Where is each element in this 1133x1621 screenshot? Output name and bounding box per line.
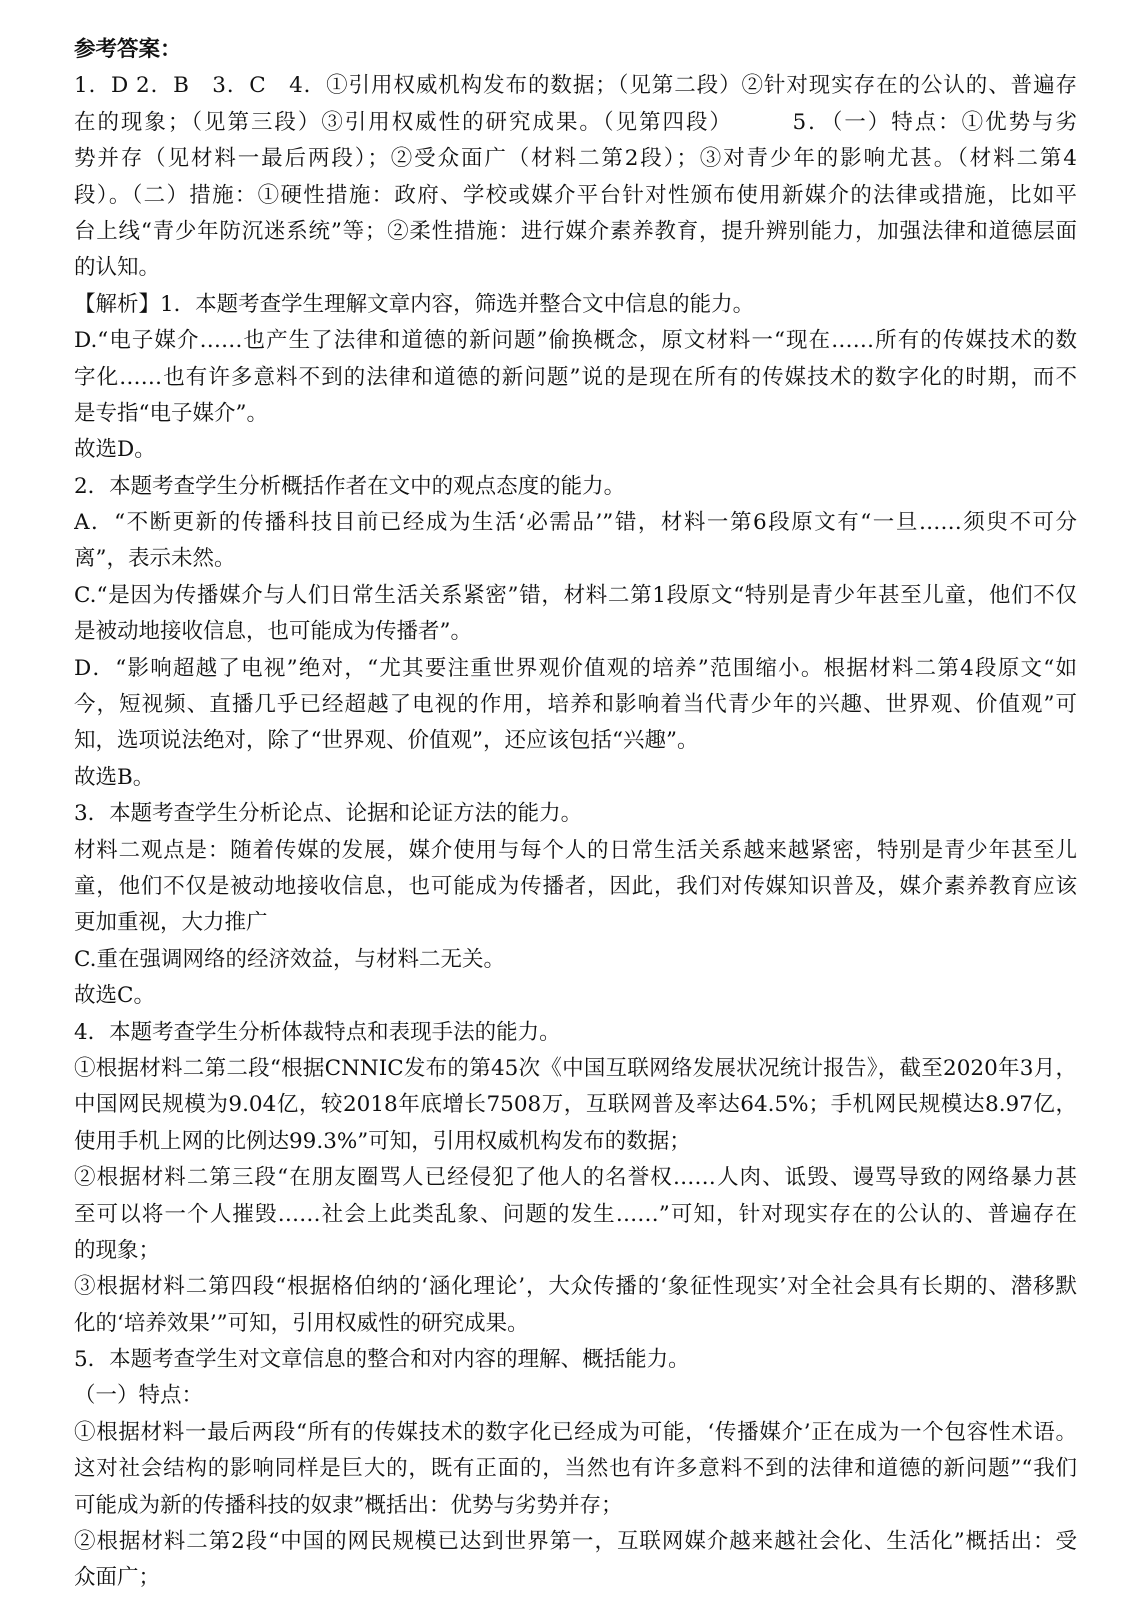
text-line: 5．本题考查学生对文章信息的整合和对内容的理解、概括能力。 (74, 1347, 690, 1373)
text-line: 这对社会结构的影响同样是巨大的，既有正面的，当然也有许多意料不到的法律和道德的新问题”“我们 (74, 1456, 1077, 1482)
text-line: C.“是因为传播媒介与人们日常生活关系紧密”错，材料二第1段原文“特别是青少年甚至儿童，他们不仅 (74, 582, 1077, 608)
text-line: 中国网民规模为9.04亿，较2018年底增长7508万，互联网普及率达64.5%；手机网民规模达8.97亿， (74, 1092, 1077, 1118)
text-line: 势并存（见材料一最后两段）；②受众面广（材料二第2段）；③对青少年的影响尤甚。（材料二第4 (74, 146, 1077, 172)
text-line: 台上线“青少年防沉迷系统”等；②柔性措施：进行媒介素养教育，提升辨别能力，加强法律和道德层面 (74, 218, 1077, 244)
text-line: 【解析】1．本题考查学生理解文章内容，筛选并整合文中信息的能力。 (74, 291, 755, 317)
text-line: 童，他们不仅是被动地接收信息，也可能成为传播者，因此，我们对传媒知识普及，媒介素养教育应该 (74, 873, 1077, 899)
text-line: 4．本题考查学生分析体裁特点和表现手法的能力。 (74, 1019, 561, 1045)
text-line: A．“不断更新的传播科技目前已经成为生活‘必需品’”错，材料一第6段原文有“一旦……须臾不可分 (74, 510, 1077, 536)
text-line: 离”，表示未然。 (74, 546, 236, 572)
text-line: 今，短视频、直播几乎已经超越了电视的作用，培养和影响着当代青少年的兴趣、世界观、价值观”可 (74, 692, 1077, 718)
text-line: 故选B。 (74, 764, 155, 790)
text-line: 1．D 2．B 3．C 4．①引用权威机构发布的数据；（见第二段）②针对现实存在的公认的、普遍存 (74, 73, 1077, 99)
text-line: 段）。（二）措施：①硬性措施：政府、学校或媒介平台针对性颁布使用新媒介的法律或措施，比如平 (74, 182, 1077, 208)
text-line: 可能成为新的传播科技的奴隶”概括出：优势与劣势并存； (74, 1492, 623, 1518)
text-line: 在的现象；（见第三段）③引用权威性的研究成果。（见第四段） 5．（一）特点：①优势与劣 (74, 109, 1077, 135)
text-line: 故选C。 (74, 983, 155, 1009)
text-line: 的认知。 (74, 255, 161, 281)
text-line: 材料二观点是：随着传媒的发展，媒介使用与每个人的日常生活关系越来越紧密，特别是青少年甚至儿 (74, 837, 1077, 863)
text-line: ②根据材料二第三段“在朋友圈骂人已经侵犯了他人的名誉权……人肉、诋毁、谩骂导致的网络暴力甚 (74, 1165, 1077, 1191)
text-line: 化的‘培养效果’”可知，引用权威性的研究成果。 (74, 1310, 529, 1336)
text-line: 字化……也有许多意料不到的法律和道德的新问题”说的是现在所有的传媒技术的数字化的时期，而不 (74, 364, 1077, 390)
text-line: D.“电子媒介……也产生了法律和道德的新问题”偷换概念，原文材料一“现在……所有的传媒技术的数 (74, 328, 1077, 354)
text-line: 众面广； (74, 1565, 161, 1591)
text-line: ③根据材料二第四段“根据格伯纳的‘涵化理论’，大众传播的‘象征性现实’对全社会具有长期的、潜移默 (74, 1274, 1077, 1300)
text-line: 使用手机上网的比例达99.3%”可知，引用权威机构发布的数据； (74, 1128, 691, 1154)
text-line: 2．本题考查学生分析概括作者在文中的观点态度的能力。 (74, 473, 626, 499)
text-line: C.重在强调网络的经济效益，与材料二无关。 (74, 946, 506, 972)
text-line: ①根据材料一最后两段“所有的传媒技术的数字化已经成为可能，‘传播媒介’正在成为一个包容性术语。 (74, 1419, 1077, 1445)
text-line: 故选D。 (74, 437, 156, 463)
text-line: 是专指“电子媒介”。 (74, 400, 268, 426)
text-line: 是被动地接收信息，也可能成为传播者”。 (74, 619, 472, 645)
text-line: 的现象； (74, 1237, 161, 1263)
text-line: 更加重视，大力推广 (74, 910, 268, 936)
text-line: （一）特点： (74, 1383, 204, 1409)
text-line: ①根据材料二第二段“根据CNNIC发布的第45次《中国互联网络发展状况统计报告》，截至2020年3月， (74, 1055, 1077, 1081)
text-line: D．“影响超越了电视”绝对，“尤其要注重世界观价值观的培养”范围缩小。根据材料二第4段原文“如 (74, 655, 1077, 681)
text-line: 知，选项说法绝对，除了“世界观、价值观”，还应该包括“兴趣”。 (74, 728, 699, 754)
text-line: 至可以将一个人摧毁……社会上此类乱象、问题的发生……”可知，针对现实存在的公认的、普遍存在 (74, 1201, 1077, 1227)
text-line: 3．本题考查学生分析论点、论据和论证方法的能力。 (74, 801, 583, 827)
document-title: 参考答案： (74, 37, 182, 62)
text-line: ②根据材料二第2段“中国的网民规模已达到世界第一，互联网媒介越来越社会化、生活化”概括出：受 (74, 1529, 1077, 1555)
